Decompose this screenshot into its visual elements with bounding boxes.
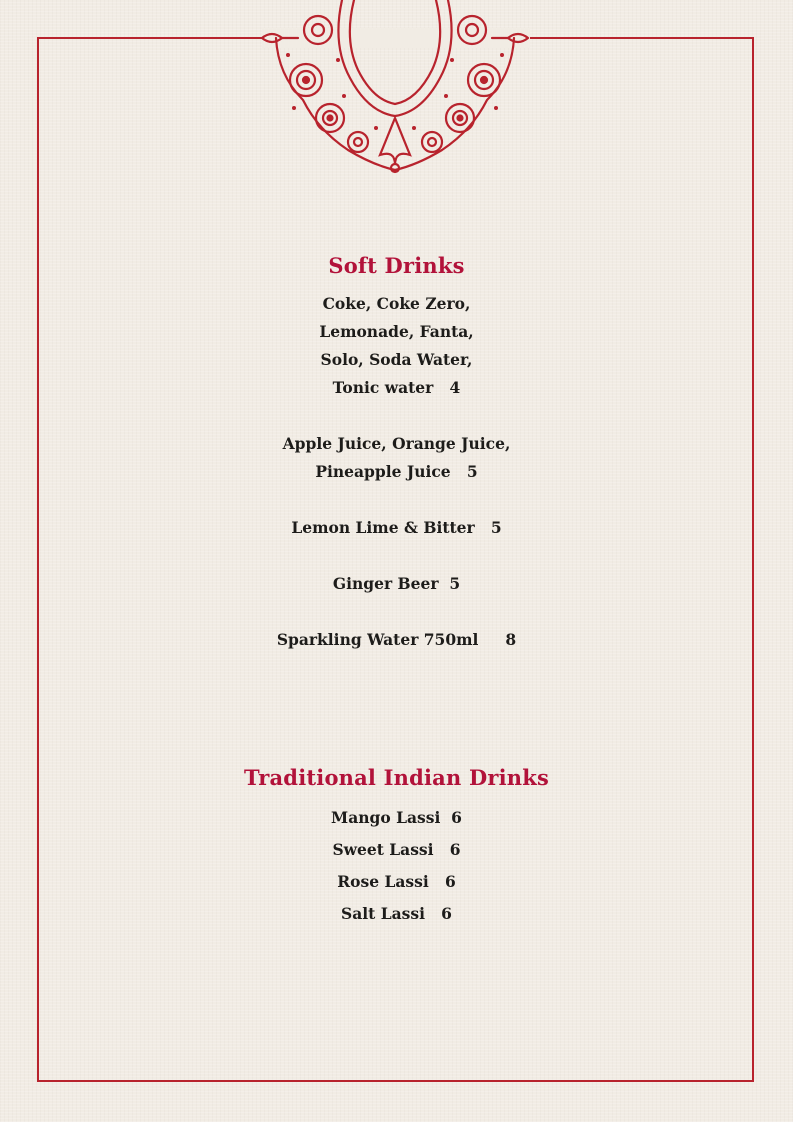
menu-item: Salt Lassi 6 — [341, 904, 452, 923]
menu-item: Solo, Soda Water, — [320, 350, 473, 369]
menu-item: Lemonade, Fanta, — [319, 322, 474, 341]
traditional-drinks-section — [0, 764, 793, 930]
menu-item: Pineapple Juice 5 — [315, 462, 478, 481]
menu-item: Apple Juice, Orange Juice, — [282, 434, 511, 453]
soft-drinks-section — [0, 252, 793, 654]
menu-item: Sweet Lassi 6 — [332, 840, 461, 859]
menu-item: Coke, Coke Zero, — [322, 294, 471, 313]
menu-item: Rose Lassi 6 — [337, 872, 456, 891]
menu-item: Mango Lassi 6 — [331, 808, 462, 827]
soft-drinks-heading: Soft Drinks — [328, 253, 465, 278]
traditional-drinks-heading: Traditional Indian Drinks — [243, 765, 550, 790]
menu-item: Tonic water 4 — [332, 378, 461, 397]
menu-item: Sparkling Water 750ml 8 — [276, 630, 517, 649]
menu-item: Ginger Beer 5 — [332, 574, 461, 593]
menu-item: Lemon Lime & Bitter 5 — [291, 518, 502, 537]
paisley-ornament-icon — [258, 0, 532, 175]
